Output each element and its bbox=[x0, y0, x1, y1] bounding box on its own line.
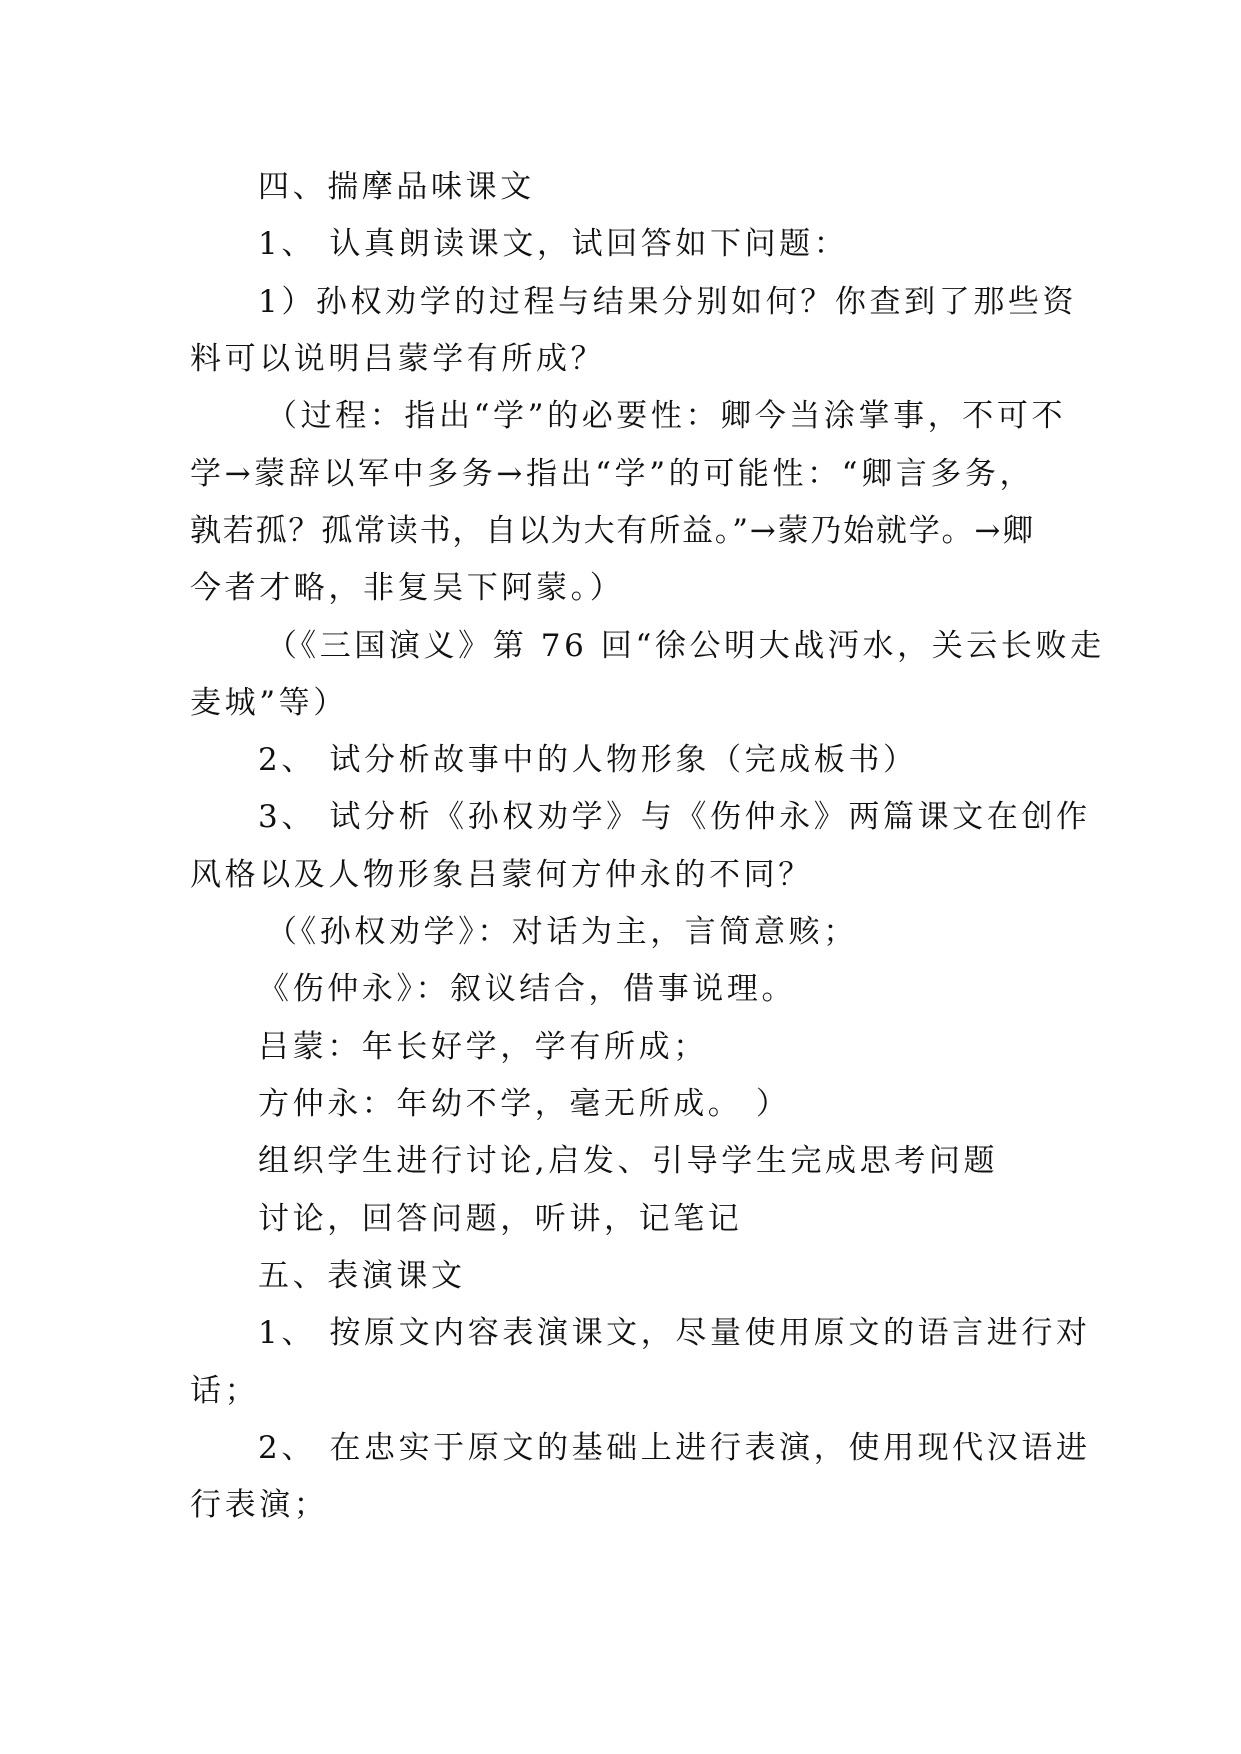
paragraph-line: 1）孙权劝学的过程与结果分别如何？你查到了那些资 bbox=[258, 284, 1078, 320]
paragraph-line: 今者才略，非复吴下阿蒙。） bbox=[190, 570, 625, 606]
section-heading-four: 四、揣摩品味课文 bbox=[258, 169, 535, 205]
paragraph-line: 组织学生进行讨论,启发、引导学生完成思考问题 bbox=[258, 1143, 999, 1179]
paragraph-line: 麦城”等） bbox=[190, 685, 348, 721]
paragraph-line: 料可以说明吕蒙学有所成？ bbox=[190, 341, 606, 377]
paragraph-line: 1、 认真朗读课文，试回答如下问题： bbox=[258, 226, 849, 262]
paragraph-line: 2、 试分析故事中的人物形象（完成板书） bbox=[258, 742, 918, 778]
paragraph-line: 话； bbox=[190, 1373, 260, 1409]
section-heading-five: 五、表演课文 bbox=[258, 1258, 466, 1294]
paragraph-line: （《孙权劝学》：对话为主，言简意赅； bbox=[266, 914, 858, 950]
paragraph-line: 行表演； bbox=[190, 1487, 329, 1523]
paragraph-line: 风格以及人物形象吕蒙何方仲永的不同？ bbox=[190, 857, 813, 893]
paragraph-line: 方仲永：年幼不学，毫无所成。 ） bbox=[258, 1086, 791, 1122]
paragraph-line: 1、 按原文内容表演课文，尽量使用原文的语言进行对 bbox=[258, 1315, 1091, 1351]
paragraph-line: 3、 试分析《孙权劝学》与《伤仲永》两篇课文在创作 bbox=[258, 799, 1091, 835]
paragraph-line: 2、 在忠实于原文的基础上进行表演，使用现代汉语进 bbox=[258, 1430, 1091, 1466]
paragraph-line: 《伤仲永》：叙议结合，借事说理。 bbox=[258, 971, 797, 1007]
paragraph-line: 讨论，回答问题，听讲，记笔记 bbox=[258, 1201, 743, 1237]
paragraph-line: 学→蒙辞以军中多务→指出“学”的可能性：“卿言多务， bbox=[190, 456, 1035, 492]
paragraph-line: 吕蒙：年长好学，学有所成； bbox=[258, 1029, 708, 1065]
paragraph-line: （过程：指出“学”的必要性：卿今当涂掌事，不可不 bbox=[266, 398, 1067, 434]
paragraph-line: 孰若孤？孤常读书，自以为大有所益。”→蒙乃始就学。→卿 bbox=[190, 513, 1035, 549]
paragraph-line: （《三国演义》第 76 回“徐公明大战沔水，关云长败走 bbox=[266, 628, 1105, 664]
